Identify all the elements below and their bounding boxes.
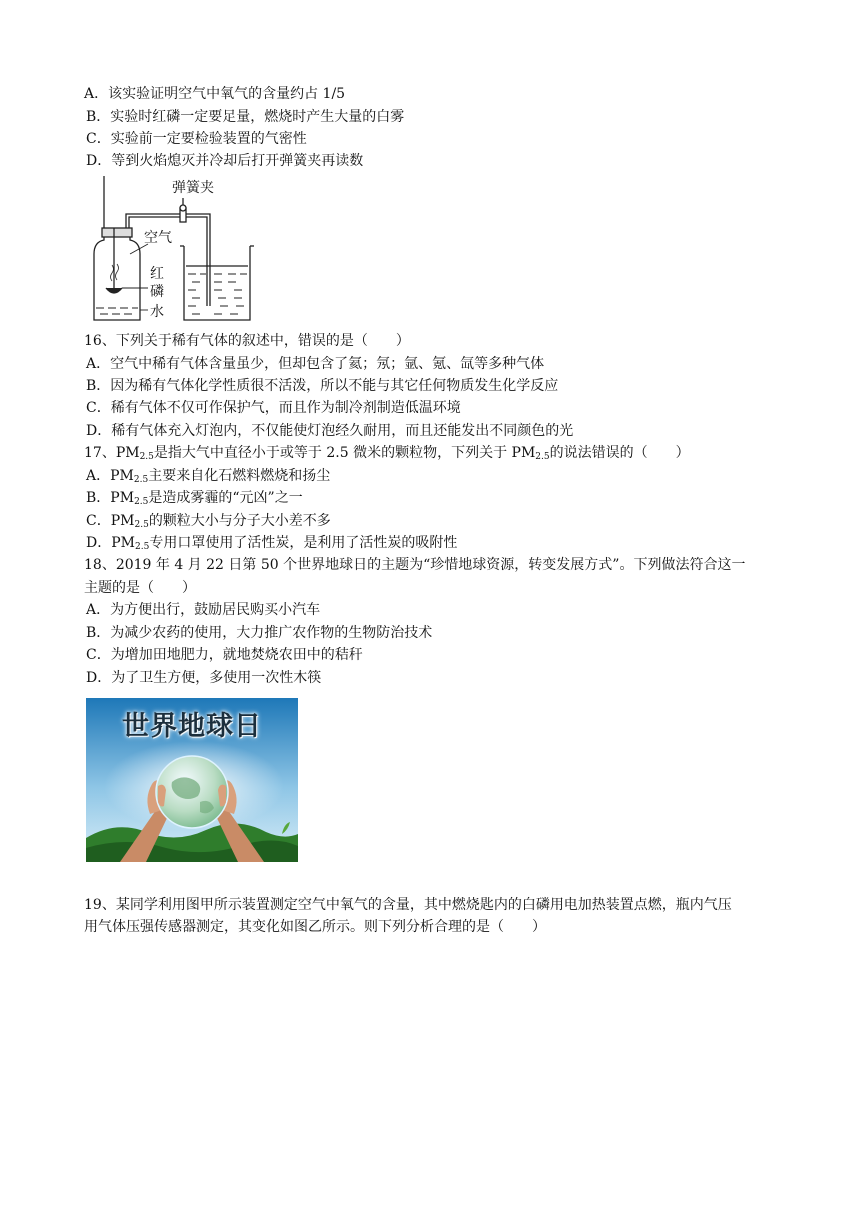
q15-option-c: C．实验前一定要检验装置的气密性 <box>86 131 307 147</box>
label-red: 红 <box>150 266 164 282</box>
q18-stem-line1: 18、2019 年 4 月 22 日第 50 个世界地球日的主题为“珍惜地球资源，转变发展方式”。下列做法符合这一 <box>84 557 746 573</box>
q17-option-a: A．$PM_{2.5}$主要来自化石燃料燃烧和扬尘 <box>86 468 331 485</box>
q16-option-d: D．稀有气体充入灯泡内，不仅能使灯泡经久耐用，而且还能发出不同颜色的光 <box>86 423 574 439</box>
earth-day-title: 世界地球日 <box>122 711 262 742</box>
q17-option-c: C．$PM_{2.5}$的颗粒大小与分子大小差不多 <box>86 513 331 530</box>
q18-option-c: C．为增加田地肥力，就地焚烧农田中的秸秆 <box>86 647 363 663</box>
q18-option-d: D．为了卫生方便，多使用一次性木筷 <box>86 670 322 686</box>
earth-day-image <box>86 698 298 862</box>
q16-option-c: C．稀有气体不仅可作保护气，而且作为制冷剂制造低温环境 <box>86 400 461 416</box>
q17-stem: 17、$PM_{2.5}$是指大气中直径小于或等于 2.5 微米的颗粒物，下列关于 $PM_{2.5}$的说法错误的（ ） <box>84 445 690 462</box>
q18-option-a: A．为方便出行，鼓励居民购买小汽车 <box>86 602 321 618</box>
q17-option-b: B．$PM_{2.5}$是造成雾霾的“元凶”之一 <box>86 490 303 507</box>
q18-stem-line2: 主题的是（ ） <box>84 580 196 596</box>
q16-stem: 16、下列关于稀有气体的叙述中，错误的是（ ） <box>84 333 410 349</box>
label-phosphorus: 磷 <box>150 284 164 300</box>
q16-option-a: A．空气中稀有气体含量虽少，但却包含了氦；氖；氩、氪、氙等多种气体 <box>86 356 545 372</box>
red-phosphorus-apparatus-figure <box>84 176 264 322</box>
q15-option-b: B．实验时红磷一定要足量，燃烧时产生大量的白雾 <box>86 109 405 125</box>
q19-stem-line1: 19、某同学利用图甲所示装置测定空气中氧气的含量，其中燃烧匙内的白磷用电加热装置点燃，瓶内气压 <box>84 897 732 913</box>
q17-option-d: D．$PM_{2.5}$专用口罩使用了活性炭，是利用了活性炭的吸附性 <box>86 535 458 552</box>
q15-option-d: D．等到火焰熄灭并冷却后打开弹簧夹再读数 <box>86 153 364 169</box>
label-air: 空气 <box>144 230 172 246</box>
label-clamp: 弹簧夹 <box>172 180 214 196</box>
q15-option-a: A．该实验证明空气中氧气的含量约占 1/5 <box>84 86 346 102</box>
q16-option-b: B．因为稀有气体化学性质很不活泼，所以不能与其它任何物质发生化学反应 <box>86 378 559 394</box>
label-water: 水 <box>150 304 164 320</box>
q18-option-b: B．为减少农药的使用，大力推广农作物的生物防治技术 <box>86 625 433 641</box>
q19-stem-line2: 用气体压强传感器测定，其变化如图乙所示。则下列分析合理的是（ ） <box>84 919 546 935</box>
